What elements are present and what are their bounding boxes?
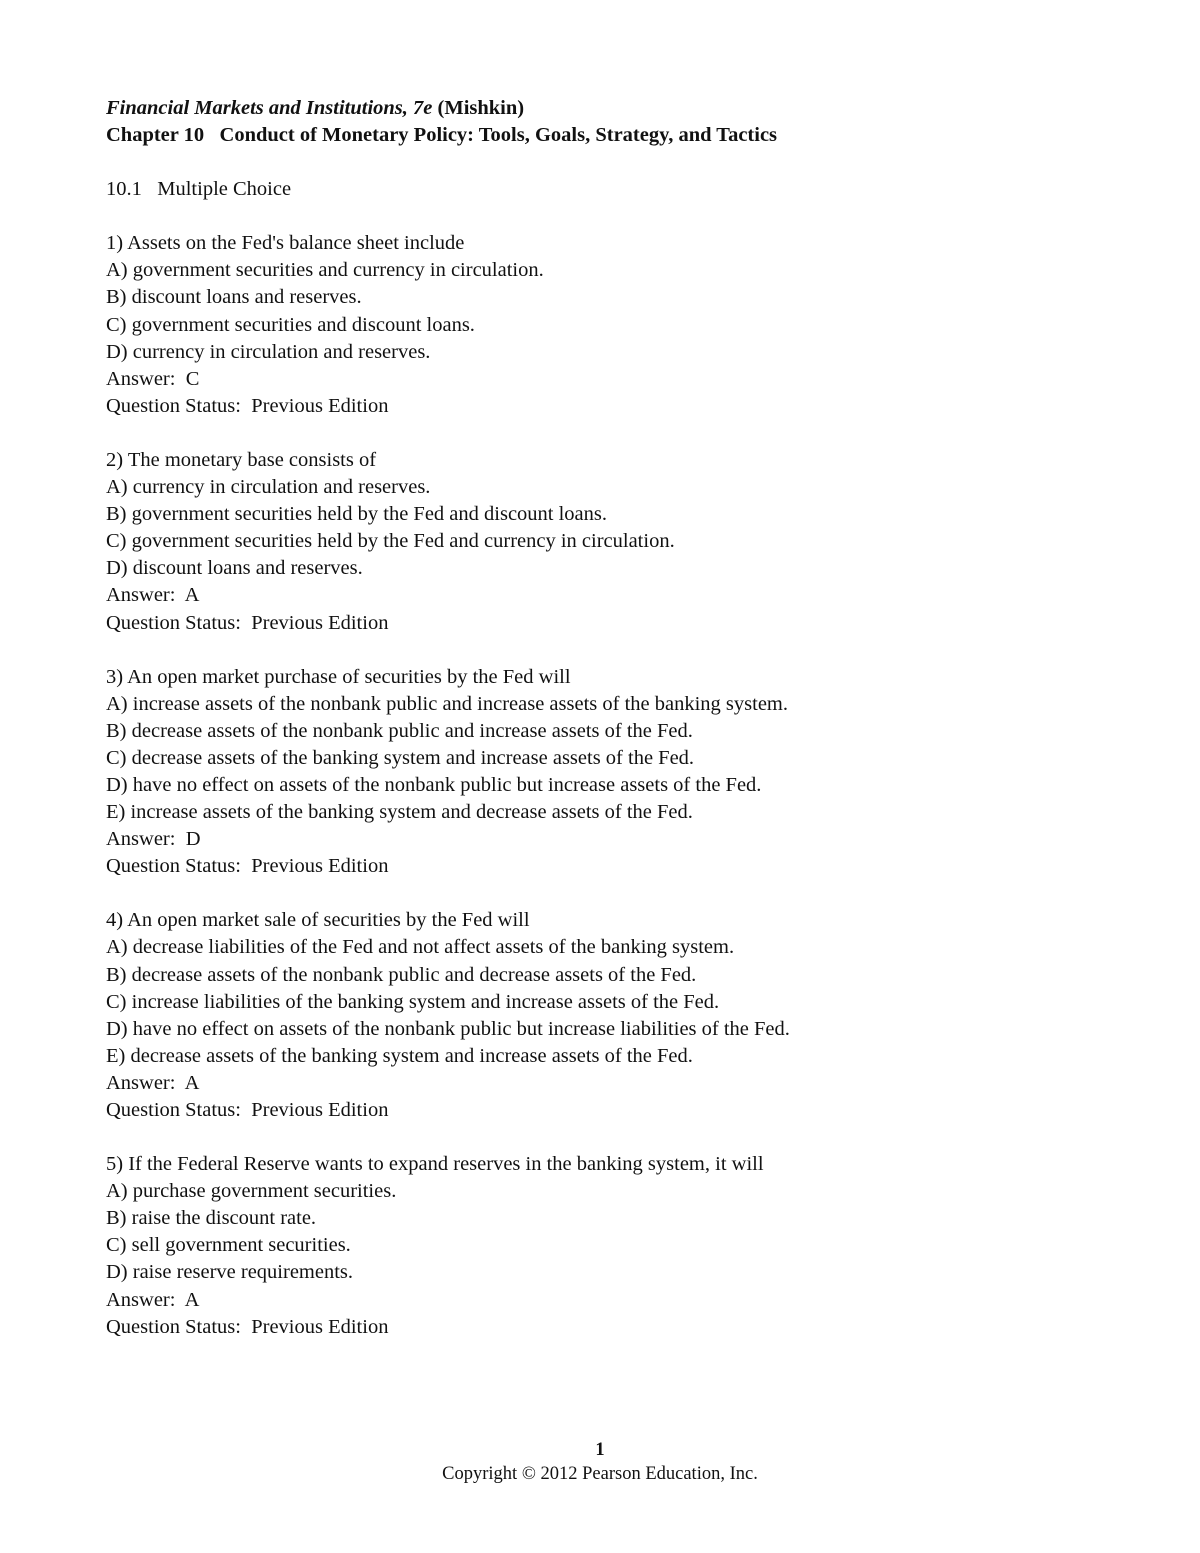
answer-option: D) discount loans and reserves. bbox=[106, 557, 363, 580]
question-status: Question Status: Previous Edition bbox=[106, 855, 389, 878]
answer-option: C) decrease assets of the banking system and increase assets of the Fed. bbox=[106, 746, 695, 769]
question-5 bbox=[106, 1151, 1106, 1341]
page-footer bbox=[0, 1438, 1200, 1486]
section-label: 10.1 Multiple Choice bbox=[106, 178, 292, 201]
answer-option: B) raise the discount rate. bbox=[106, 1207, 317, 1230]
answer-option: E) decrease assets of the banking system and increase assets of the Fed. bbox=[106, 1044, 693, 1067]
answer-option: D) have no effect on assets of the nonbank public but increase liabilities of the Fed. bbox=[106, 1017, 790, 1040]
answer-option: D) have no effect on assets of the nonbank public but increase assets of the Fed. bbox=[106, 773, 762, 796]
question-4 bbox=[106, 907, 1106, 1124]
answer-option: C) sell government securities. bbox=[106, 1234, 351, 1257]
copyright-notice: Copyright © 2012 Pearson Education, Inc. bbox=[442, 1464, 758, 1484]
answer-option: D) raise reserve requirements. bbox=[106, 1261, 354, 1284]
page-number: 1 bbox=[595, 1440, 605, 1460]
answer-option: A) currency in circulation and reserves. bbox=[106, 476, 431, 499]
question-1 bbox=[106, 230, 1106, 420]
answer-key: Answer: A bbox=[106, 584, 200, 607]
book-author: (Mishkin) bbox=[437, 97, 525, 119]
answer-option: D) currency in circulation and reserves. bbox=[106, 340, 431, 363]
answer-option: B) decrease assets of the nonbank public and increase assets of the Fed. bbox=[106, 719, 693, 742]
answer-option: E) increase assets of the banking system and decrease assets of the Fed. bbox=[106, 801, 693, 824]
answer-option: C) government securities and discount loans. bbox=[106, 313, 475, 336]
question-stem: 4) An open market sale of securities by the Fed will bbox=[106, 909, 530, 932]
answer-option: B) decrease assets of the nonbank public and decrease assets of the Fed. bbox=[106, 963, 697, 986]
answer-option: A) government securities and currency in circulation. bbox=[106, 259, 544, 282]
answer-option: B) discount loans and reserves. bbox=[106, 286, 362, 309]
question-status: Question Status: Previous Edition bbox=[106, 1099, 389, 1121]
answer-option: C) government securities held by the Fed and currency in circulation. bbox=[106, 530, 675, 553]
answer-option: A) purchase government securities. bbox=[106, 1180, 397, 1203]
question-status: Question Status: Previous Edition bbox=[106, 394, 389, 417]
answer-key: Answer: D bbox=[106, 828, 201, 851]
answer-option: A) decrease liabilities of the Fed and not affect assets of the banking system. bbox=[106, 936, 735, 959]
document-page bbox=[106, 95, 1106, 1341]
question-3 bbox=[106, 664, 1106, 881]
book-title: Financial Markets and Institutions, 7e bbox=[106, 97, 433, 119]
answer-key: Answer: A bbox=[106, 1071, 200, 1094]
question-stem: 1) Assets on the Fed's balance sheet include bbox=[106, 232, 465, 255]
question-status: Question Status: Previous Edition bbox=[106, 1315, 389, 1338]
answer-key: Answer: A bbox=[106, 1288, 200, 1311]
question-status: Question Status: Previous Edition bbox=[106, 611, 389, 634]
document-title bbox=[106, 95, 1106, 122]
question-stem: 5) If the Federal Reserve wants to expand reserves in the banking system, it will bbox=[106, 1153, 764, 1176]
question-2 bbox=[106, 447, 1106, 637]
question-stem: 2) The monetary base consists of bbox=[106, 448, 377, 471]
answer-option: B) government securities held by the Fed and discount loans. bbox=[106, 503, 608, 526]
question-stem: 3) An open market purchase of securities by the Fed will bbox=[106, 665, 571, 688]
answer-key: Answer: C bbox=[106, 367, 200, 390]
answer-option: C) increase liabilities of the banking system and increase assets of the Fed. bbox=[106, 990, 720, 1013]
chapter-heading: Chapter 10 Conduct of Monetary Policy: Tools, Goals, Strategy, and Tactics bbox=[106, 124, 778, 147]
answer-option: A) increase assets of the nonbank public and increase assets of the banking system. bbox=[106, 692, 788, 715]
